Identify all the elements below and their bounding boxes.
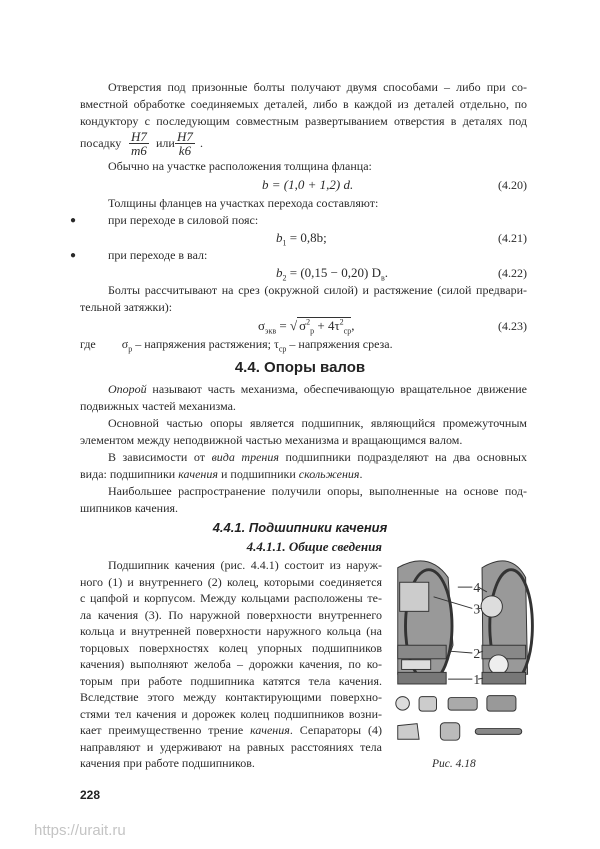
equation-4-22 xyxy=(276,265,388,281)
emphasis: качения xyxy=(178,467,218,481)
text-line: кольца и внутренней поверхности наружного кольца (на xyxy=(80,624,382,638)
fit-fraction-m6 xyxy=(129,130,149,157)
equation-number: (4.23) xyxy=(498,319,527,333)
period: . xyxy=(200,136,203,150)
text-line: подвижных частей механизма. xyxy=(80,399,236,413)
emphasis: качения xyxy=(250,723,290,737)
text-line: качения при работе подшипников. xyxy=(80,756,255,770)
text-line: Вследствие этого между контактирующими поверхно- xyxy=(80,690,382,704)
text: вида: подшипники xyxy=(80,467,179,481)
bullet-icon: ● xyxy=(70,215,77,226)
denominator: m6 xyxy=(131,143,147,158)
eq-part: экв xyxy=(265,326,277,336)
eq-part: b xyxy=(276,230,283,245)
eq-part: . xyxy=(384,265,388,280)
equation-number: (4.20) xyxy=(498,178,527,192)
text-line xyxy=(108,450,527,465)
text: . Сепараторы (4) xyxy=(289,723,382,737)
eq-part: р xyxy=(128,344,133,354)
text-line: посадку xyxy=(80,136,122,150)
eq-part: 1 xyxy=(282,238,287,248)
text-line: торым при работе подшипника катятся тела качения. xyxy=(80,673,382,688)
bearing-illustration xyxy=(390,545,545,760)
fit-fraction-k6 xyxy=(175,130,195,157)
watermark-link[interactable]: https://urait.ru xyxy=(34,822,126,839)
emphasis: вида трения xyxy=(211,450,279,464)
text: и подшипники xyxy=(217,467,299,481)
text-line: стями тел качения и дорожек колец подшипников возни- xyxy=(80,706,382,721)
text-line: с цапфой и корпусом. Между кольцами расположены те- xyxy=(80,591,382,605)
eq-part: – напряжения растяжения; τ xyxy=(132,337,279,351)
numerator: H7 xyxy=(131,129,147,144)
text-line: торцовых поверхностях колец упорных подшипников xyxy=(80,640,382,655)
text-line: при переходе в вал: xyxy=(108,248,208,262)
eq-part: ср xyxy=(278,344,287,354)
eq-part: σ xyxy=(258,318,266,333)
eq-part: = √ xyxy=(276,318,298,333)
figure-label: 3 xyxy=(473,601,481,617)
eq-part: 2 xyxy=(282,273,287,283)
text: кает преимущественно трение xyxy=(80,723,251,737)
text-line: кондуктору с последующим совместным развертыванием отверстия в деталях под xyxy=(80,114,527,128)
bearing-figure xyxy=(390,545,545,775)
figure-label: 4 xyxy=(473,579,481,595)
eq-part: = (0,15 − 0,20) D xyxy=(286,265,381,280)
emphasis: скольжения xyxy=(298,467,360,481)
equation-4-23 xyxy=(258,318,354,334)
eq-part: ср xyxy=(343,326,352,336)
equation-number: (4.22) xyxy=(498,266,527,280)
text-line: Обычно на участке расположения толщина фланца: xyxy=(108,159,372,173)
text-line: при переходе в силовой пояс: xyxy=(108,213,259,227)
text-line: Основной частью опоры является подшипник, являющийся промежуточным xyxy=(108,416,527,430)
eq-part: 2 xyxy=(339,317,344,327)
text: подшипники подразделяют на два основных xyxy=(278,450,527,464)
numerator: H7 xyxy=(177,129,193,144)
text: называют часть механизма, обеспечивающую вращательное движение xyxy=(146,382,527,396)
sqrt-radicand xyxy=(297,317,352,336)
text-line xyxy=(80,467,527,482)
page-number: 228 xyxy=(80,788,101,802)
eq-part: р xyxy=(310,326,315,336)
text-line: вместной обработке соединяемых деталей, либо в каждой из деталей отдельно, по xyxy=(80,97,527,111)
eq-part: в xyxy=(380,273,385,283)
equation-text: b = (1,0 + 1,2) d. xyxy=(262,177,354,192)
text-line: направляют и удерживают на равных расстояниях тела xyxy=(80,739,382,754)
text-line: Болты рассчитывают на срез (окружной силой) и растяжение (силой предвари- xyxy=(108,283,527,297)
eq-part: = 0,8b; xyxy=(286,230,327,245)
text-line: Наибольшее распространение получили опоры, выполненные на основе под- xyxy=(108,484,527,498)
text-line: элементом между неподвижной частью механизма и вращающимся валом. xyxy=(80,433,463,447)
eq-part: – напряжения среза. xyxy=(286,337,393,351)
text-line: ла качения (3). По наружной поверхности внутреннего xyxy=(80,607,382,622)
text-line: качения) выполняют желоба – дорожки качения, по ко- xyxy=(80,657,382,671)
eq-part: , xyxy=(351,318,355,333)
equation-4-21 xyxy=(276,230,327,246)
emphasis: Опорой xyxy=(108,382,147,396)
subsection-heading: 4.4.1. Подшипники качения xyxy=(212,520,388,535)
text-or: или xyxy=(156,136,175,150)
eq-part: 2 xyxy=(306,317,311,327)
text-line xyxy=(80,723,382,738)
figure-label: 1 xyxy=(473,671,481,687)
text-line: Подшипник качения (рис. 4.4.1) состоит из наруж- xyxy=(108,558,382,572)
figure-label: 2 xyxy=(473,645,481,661)
eq-part: где xyxy=(80,337,96,351)
denominator: k6 xyxy=(178,143,192,158)
section-heading: 4.4. Опоры валов xyxy=(234,359,366,376)
subsubsection-heading: 4.4.1.1. Общие сведения xyxy=(246,539,382,554)
text: В зависимости от xyxy=(108,450,212,464)
equation-number: (4.21) xyxy=(498,231,527,245)
text-line: ного (1) и внутреннего (2) колец, которыми соединяется xyxy=(80,574,382,589)
eq-part: + 4τ xyxy=(314,318,340,333)
text-line: шипников качения. xyxy=(80,501,179,515)
figure-caption: Рис. 4.18 xyxy=(432,758,476,770)
text: . xyxy=(359,467,363,481)
text-line: тельной затяжки): xyxy=(80,300,173,314)
eq-part: b xyxy=(276,265,283,280)
text-line xyxy=(108,382,527,397)
text-line: Толщины фланцев на участках перехода составляют: xyxy=(108,196,379,210)
text-line: Отверстия под призонные болты получают двумя способами – либо при со- xyxy=(108,80,527,94)
eq-part: σ xyxy=(121,337,129,351)
equation-4-20 xyxy=(262,177,353,193)
eq-part: σ xyxy=(299,318,307,333)
bullet-icon: ● xyxy=(70,250,77,261)
where-line xyxy=(80,337,393,352)
